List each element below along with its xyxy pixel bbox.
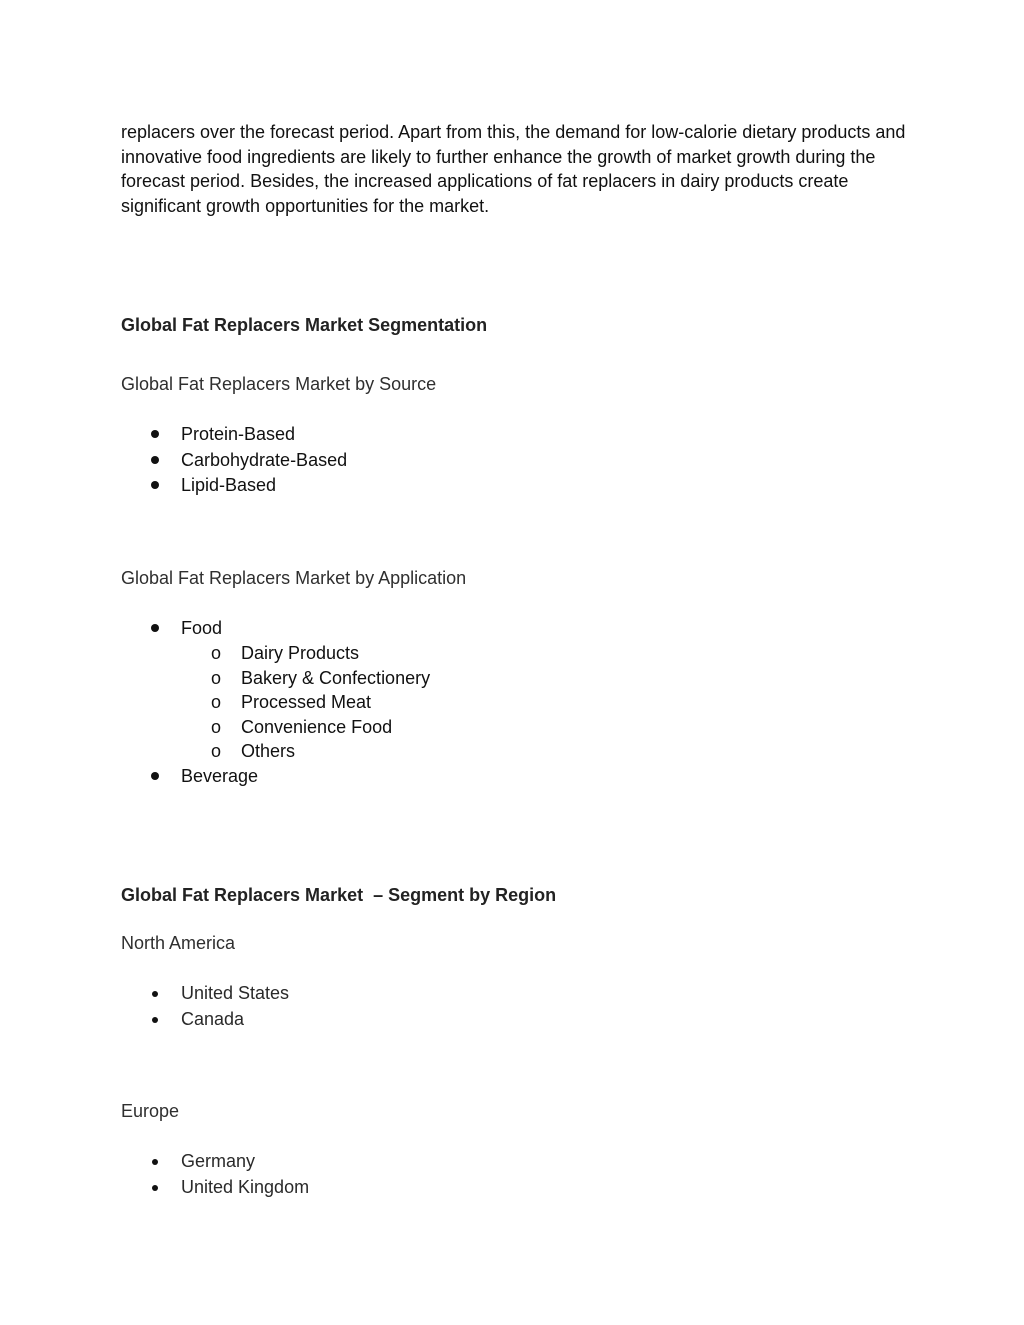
source-list xyxy=(0,422,347,499)
bullet-icon xyxy=(152,1185,158,1191)
bullet-icon xyxy=(152,1017,158,1023)
europe-title: Europe xyxy=(121,1101,180,1121)
list-item: Lipid-Based xyxy=(0,473,347,499)
circle-bullet-icon: o xyxy=(211,692,222,712)
intro-paragraph: replacers over the forecast period. Apart from this, the demand for low-calorie dietary products and innovative food ingredients are likely to further enhance the growth of market growth during the forecast period. Besides, the increased applications of fat replacers in dairy products create significant growth opportunities for the market. xyxy=(121,122,906,216)
by-application-title: Global Fat Replacers Market by Application xyxy=(121,568,467,588)
list-item: Germany xyxy=(0,1149,309,1175)
list-item: Carbohydrate-Based xyxy=(0,448,347,474)
by-source-title: Global Fat Replacers Market by Source xyxy=(121,374,437,394)
circle-bullet-icon: o xyxy=(211,716,222,737)
sub-list-item: o Dairy Products xyxy=(0,641,430,666)
bullet-icon xyxy=(152,991,158,997)
application-list xyxy=(0,616,222,642)
bullet-icon xyxy=(151,481,159,489)
segmentation-heading: Global Fat Replacers Market Segmentation xyxy=(121,315,488,335)
sub-list-item: o Bakery & Confectionery xyxy=(0,666,430,691)
circle-bullet-icon: o xyxy=(211,667,222,688)
sub-list-item: o Convenience Food xyxy=(0,715,430,740)
beverage-list xyxy=(0,764,258,790)
bullet-icon xyxy=(151,624,159,632)
north-america-list xyxy=(0,981,289,1032)
circle-bullet-icon: o xyxy=(211,643,222,663)
list-item: Protein-Based xyxy=(0,422,347,448)
bullet-icon xyxy=(152,1159,158,1165)
sub-list-item: o Others xyxy=(0,739,430,764)
bullet-icon xyxy=(151,430,159,438)
food-sublist xyxy=(0,641,430,764)
list-item: United Kingdom xyxy=(0,1175,309,1201)
list-item: United States xyxy=(0,981,289,1007)
europe-list xyxy=(0,1149,309,1200)
list-item-beverage: Beverage xyxy=(0,764,258,790)
circle-bullet-icon: o xyxy=(211,741,222,761)
sub-list-item: o Processed Meat xyxy=(0,690,430,715)
list-item-food: Food xyxy=(0,616,222,642)
list-item: Canada xyxy=(0,1007,289,1033)
bullet-icon xyxy=(151,772,159,780)
region-heading: Global Fat Replacers Market – Segment by Region xyxy=(121,885,557,905)
bullet-icon xyxy=(151,456,159,464)
north-america-title: North America xyxy=(121,933,236,953)
